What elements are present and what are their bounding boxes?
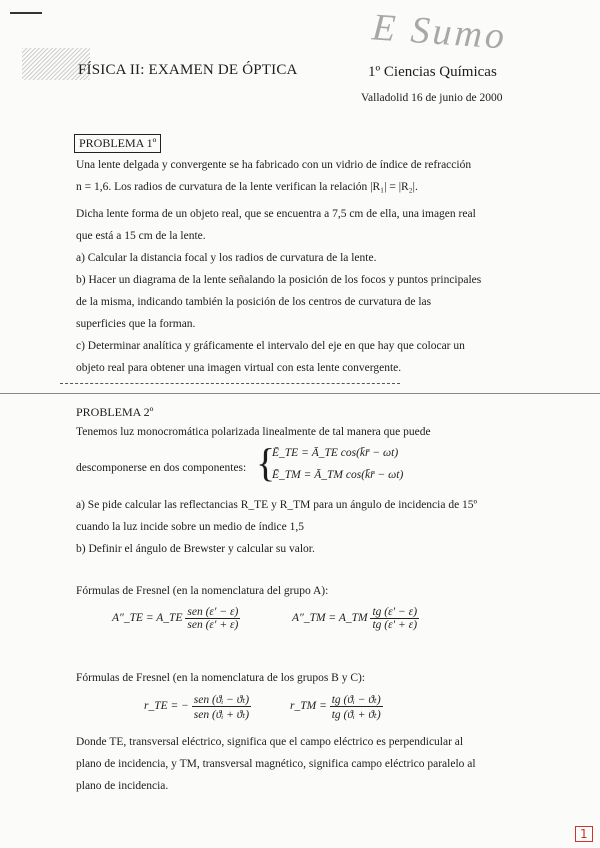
problem1-line: superficies que la forman. (76, 318, 196, 330)
fresnel-a-te-fraction (185, 606, 240, 631)
fresnel-bc-te-lhs: r_TE = − (144, 700, 189, 713)
fresnel-bc-tm-fraction (330, 692, 383, 721)
exam-title: FÍSICA II: EXAMEN DE ÓPTICA (78, 62, 298, 78)
problem2-intro: Tenemos luz monocromática polarizada linealmente de tal manera que puede (76, 426, 431, 438)
denominator: tg (ϑᵢ + ϑₜ) (331, 709, 381, 721)
problem1-line: c) Determinar analítica y gráficamente el intervalo del eje en que hay que colocar un (76, 340, 465, 352)
numerator: sen (ε′ − ε) (187, 606, 239, 618)
fresnel-a-te-lhs: A″_TE = A_TE (112, 612, 183, 625)
exam-date: Valladolid 16 de junio de 2000 (361, 92, 503, 104)
problem1-line: Dicha lente forma de un objeto real, que se encuentra a 7,5 cm de ella, una imagen real (76, 208, 476, 220)
denominator: tg (ε′ + ε) (372, 619, 418, 631)
fresnel-bc-te-fraction (192, 692, 251, 721)
fresnel-bc-tm (290, 692, 383, 721)
eq-tm: Ē_TM = Ā_TM cos(k̄r̄ − ωt) (272, 469, 404, 481)
numerator: sen (ϑᵢ − ϑₜ) (193, 694, 250, 706)
fresnel-bc-tm-lhs: r_TM = (290, 700, 327, 713)
problem1-line: objeto real para obtener una imagen virtual con esta lente convergente. (76, 362, 402, 374)
fresnel-a-tm (292, 606, 419, 631)
problem1-line: a) Calcular la distancia focal y los radios de curvatura de la lente. (76, 252, 377, 264)
fresnel-a-tm-fraction (370, 606, 419, 631)
problem1-line: Una lente delgada y convergente se ha fabricado con un vidrio de índice de refracción (76, 159, 472, 171)
page-number: 1 (575, 826, 593, 842)
left-brace: { (256, 440, 276, 485)
problem2-heading: PROBLEMA 2º (76, 405, 154, 419)
problem1-line: n = 1,6. Los radios de curvatura de la lente verifican la relación |R₁| = |R₂|. (76, 181, 418, 193)
problem2-part-a: cuando la luz incide sobre un medio de índice 1,5 (76, 521, 305, 533)
fresnel-a-tm-lhs: A″_TM = A_TM (292, 612, 368, 625)
problem1-line: de la misma, indicando también la posición de los centros de curvatura de las (76, 296, 432, 308)
eq-te: Ē_TE = Ā_TE cos(k̄r̄ − ωt) (272, 447, 399, 459)
section-divider (60, 383, 400, 384)
definition-note: plano de incidencia, y TM, transversal magnético, significa campo eléctrico paralelo al (76, 758, 476, 770)
fresnel-a-label: Fórmulas de Fresnel (en la nomenclatura del grupo A): (76, 585, 329, 597)
numerator: tg (ε′ − ε) (372, 606, 418, 618)
fresnel-a-te (112, 606, 240, 631)
denominator: sen (ϑᵢ + ϑₜ) (193, 709, 250, 721)
corner-dash (10, 12, 42, 14)
fresnel-bc-label: Fórmulas de Fresnel (en la nomenclatura de los grupos B y C): (76, 672, 366, 684)
definition-note: Donde TE, transversal eléctrico, significa que el campo eléctrico es perpendicular al (76, 736, 464, 748)
handwritten-scribble: E Sumo (370, 6, 509, 58)
problem2-part-b: b) Definir el ángulo de Brewster y calcular su valor. (76, 543, 315, 555)
course-label: 1º Ciencias Químicas (368, 64, 497, 80)
section-divider (0, 393, 600, 394)
problem1-line: que está a 15 cm de la lente. (76, 230, 206, 242)
problem2-intro: descomponerse en dos componentes: (76, 462, 247, 474)
problem1-line: b) Hacer un diagrama de la lente señalando la posición de los focos y puntos principales (76, 274, 482, 286)
fresnel-bc-te (144, 692, 251, 721)
numerator: tg (ϑᵢ − ϑₜ) (331, 694, 381, 706)
problem1-heading: PROBLEMA 1º (74, 134, 161, 153)
problem2-part-a: a) Se pide calcular las reflectancias R_TE y R_TM para un ángulo de incidencia de 15º (76, 499, 478, 511)
definition-note: plano de incidencia. (76, 780, 169, 792)
denominator: sen (ε′ + ε) (187, 619, 239, 631)
